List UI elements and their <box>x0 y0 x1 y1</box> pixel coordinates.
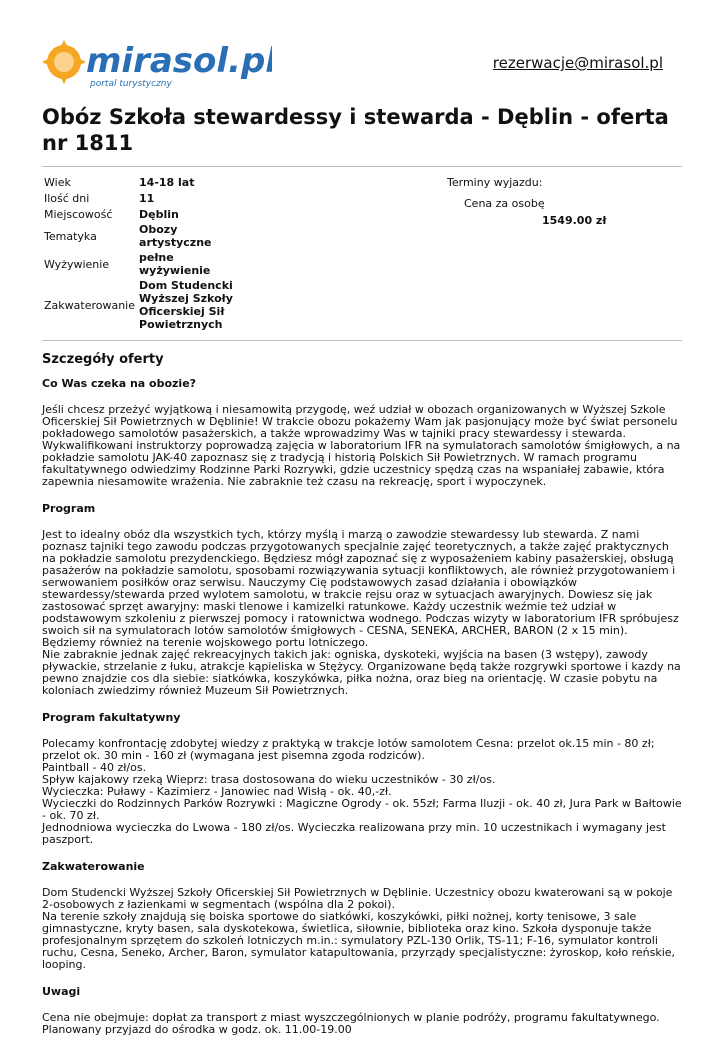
details-heading: Szczegóły oferty <box>42 352 164 367</box>
info-label: Ilość dni <box>44 191 90 205</box>
booking-panel <box>447 176 606 227</box>
section-title: Uwagi <box>42 985 81 998</box>
info-value: Dęblin <box>139 207 179 221</box>
section-title: Program <box>42 502 96 515</box>
divider <box>42 340 682 341</box>
price-value: 1549.00 zł <box>542 214 607 227</box>
section-text: Dom Studencki Wyższej Szkoły Oficerskiej Sił Powietrznych w Dęblinie. Uczestnicy obozu kwaterowani są w pokoje 2-osobowych z łazienkami w segmentach (wspólna dla 2 pokoi). Na terenie szkoły znajdują się boiska sportowe do siatkówki, koszykówki, piłki nożnej, korty tenisowe, 3 sale gimnastyczne, kryty basen, sala dyskotekowa, świetlica, siłownie, biblioteka oraz kino. Szkoła dysponuje także profesjonalnym sprzętem do szkoleń lotniczych m.in.: symulatory PZL-130 Orlik, TS-11; F-16, symulator kontroli ruchu, Cesna, Seneko, Archer, Baron, symulator katapultowania, przyrządy specjalistyczne: żyroskop, koło reńskie, looping. <box>42 886 676 971</box>
section-text: Cena nie obejmuje: dopłat za transport z miast wyszczególnionych w planie podróży, programu fakultatywnego. Planowany przyjazd do ośrodka w godz. ok. 11.00-19.00 <box>42 1011 660 1036</box>
info-value: 11 <box>139 191 155 205</box>
info-label: Miejscowość <box>44 207 113 221</box>
info-label: Tematyka <box>44 229 97 243</box>
info-value: 14-18 lat <box>139 175 195 189</box>
logo-text: mirasol.pl <box>86 41 272 81</box>
info-label: Wyżywienie <box>44 257 110 271</box>
info-row-board <box>42 250 237 278</box>
logo-tagline: portal turystyczny <box>90 79 172 89</box>
section-text: Jeśli chcesz przeżyć wyjątkową i niesamowitą przygodę, weź udział w obozach organizowanych w Wyższej Szkole Oficerskiej Sił Powietrznych w Dęblinie! W trakcie obozu pokażemy Wam jak pasjonujący może być świat personelu pokładowego samolotów pasażerskich, a także wprowadzimy Was w tajniki pracy stewardessy i stewarda. Wykwalifikowani instruktorzy poprowadzą zajęcia w laboratorium IFR na symulatorach samolotów śmigłowych, a na pokładzie samolotu JAK-40 zapoznasz się z tradycją i historią Polskich Sił Powietrznych. W ramach programu fakultatywnego odwiedzimy Rodzinne Parki Rozrywki, gdzie uczestnicy spędzą czas na wspaniałej zabawie, która zapewnia niesamowite wrażenia. Nie zabraknie też czasu na rekreację, sport i wypoczynek. <box>42 403 681 488</box>
page-title: Obóz Szkoła stewardessy i stewarda - Dęblin - oferta nr 1811 <box>42 105 669 155</box>
offer-details <box>42 352 684 1051</box>
section-text: Jest to idealny obóz dla wszystkich tych, którzy myślą i marzą o zawodzie stewardessy lub stewarda. Z nami poznasz tajniki tego zawodu podczas przygotowanych specjalnie zajęć teoretycznych, a także zajęć praktycznych na pokładzie samolotu prezydenckiego. Będziesz mógł zapoznać się z wyposażeniem kabiny pasażerskiej, obsługą pasażerów na pokładzie samolotu, sposobami rozwiązywania sytuacji konfliktowych, ale również przygotowaniem i serwowaniem posiłków oraz serwisu. Nauczymy Cię podstawowych zasad działania i obowiązków stewardessy/stewarda przed wylotem samolotu, w trakcie rejsu oraz w sytuacjach awaryjnych. Dowiesz się jak zastosować sprzęt awaryjny: maski tlenowe i kamizelki ratunkowe. Każdy uczestnik weźmie też udział w podstawowym szkoleniu z pierwszej pomocy i ratownictwa wodnego. Podczas wizyty w laboratorium IFR spróbujesz swoich sił na symulatorach lotów samolotów śmigłowych - CESNA, SENEKA, ARCHER, BARON (2 x 15 min). Będziemy również na terenie wojskowego portu lotniczego. Nie zabraknie jednak zajęć rekreacyjnych takich jak: ogniska, dyskoteki, wyjścia na basen (3 wstępy), zawody pływackie, strzelanie z łuku, atrakcje kąpieliska w Stężycy. Organizowane będą także rozgrywki sportowe i kazdy na pewno znajdzie cos dla siebie: siatkówka, koszykówka, piłka nożna, oraz bieg na orientację. W czasie pobytu na koloniach zwiedzimy również Muzeum Sił Powietrznych. <box>42 528 681 697</box>
info-label: Wiek <box>44 175 71 189</box>
section-title: Program fakultatywny <box>42 711 181 724</box>
section-text: Polecamy konfrontację zdobytej wiedzy z praktyką w trakcje lotów samolotem Cesna: przelot ok.15 min - 80 zł; przelot ok. 30 min - 160 zł (wymagana jest pisemna zgoda rodziców). Paintball - 40 zł/os. Spływ kajakowy rzeką Wieprz: trasa dostosowana do wieku uczestników - 30 zł/os. Wycieczka: Puławy - Kazimierz - Janowiec nad Wisłą - ok. 40,-zł. Wycieczki do Rodzinnych Parków Rozrywki : Magiczne Ogrody - ok. 55zł; Farma Iluzji - ok. 40 zł, Jura Park w Bałtowie - ok. 70 zł. Jednodniowa wycieczka do Lwowa - 180 zł/os. Wycieczka realizowana przy min. 10 uczestnikach i wymagany jest paszport. <box>42 737 682 846</box>
info-row-theme <box>42 222 237 250</box>
price-label: Cena za osobę <box>464 197 545 210</box>
info-value: Obozy artystyczne <box>139 223 212 249</box>
info-value: pełne wyżywienie <box>139 251 211 277</box>
info-value: Dom Studencki Wyższej Szkoły Oficerskiej Sił Powietrznych <box>139 279 233 331</box>
offer-info-table <box>42 174 237 332</box>
info-row-age <box>42 174 237 190</box>
email-link[interactable]: rezerwacje@mirasol.pl <box>492 54 663 72</box>
info-label: Zakwaterowanie <box>44 298 136 312</box>
info-row-days <box>42 190 237 206</box>
logo-sun-icon <box>42 36 272 92</box>
info-row-location <box>42 206 237 222</box>
mirasol-logo[interactable] <box>42 36 272 92</box>
section-title: Co Was czeka na obozie? <box>42 377 197 390</box>
divider <box>42 166 682 167</box>
info-row-accommodation <box>42 278 237 332</box>
section-title: Zakwaterowanie <box>42 860 145 873</box>
terms-label: Terminy wyjazdu: <box>447 176 543 189</box>
